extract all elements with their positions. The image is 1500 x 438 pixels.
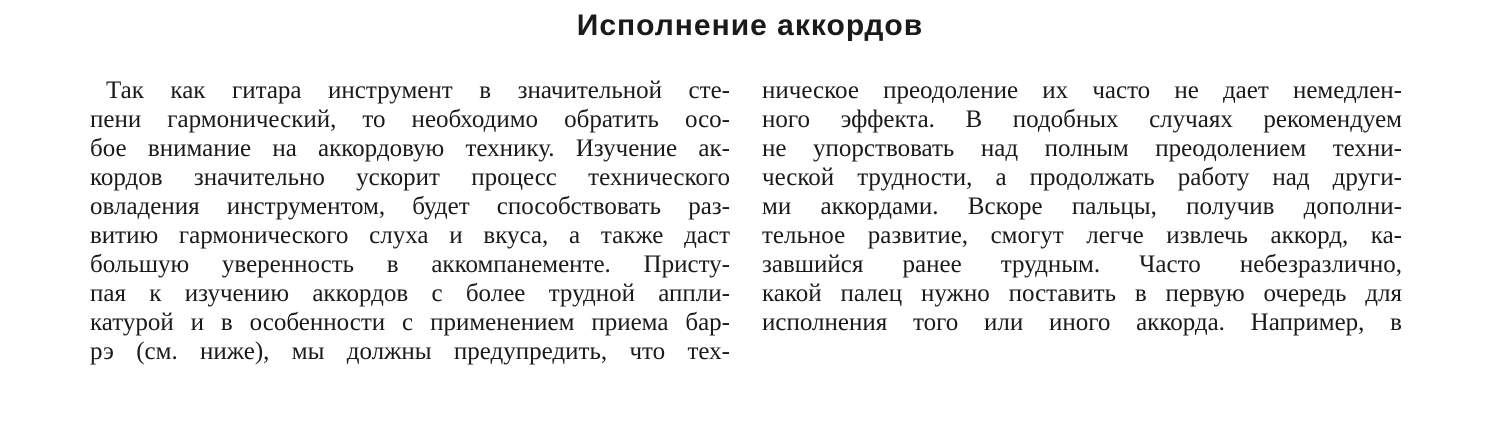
- text-line: какой палец нужно поставить в первую очередь для: [762, 280, 1402, 307]
- text-column-left: [90, 76, 730, 366]
- text-line: ническое преодоление их часто не дает немедлен-: [762, 77, 1402, 104]
- text-line: Так как гитара инструмент в значительной сте-: [106, 77, 730, 104]
- text-line: тельное развитие, смогут легче извлечь аккорд, ка-: [762, 222, 1402, 249]
- text-line: бое внимание на аккордовую технику. Изучение ак-: [90, 135, 730, 162]
- text-line: ми аккордами. Вскоре пальцы, получив дополни-: [762, 193, 1402, 220]
- text-line: ного эффекта. В подобных случаях рекомендуем: [762, 106, 1402, 133]
- text-line: витию гармонического слуха и вкуса, а также даст: [90, 222, 730, 249]
- text-line: овладения инструментом, будет способствовать раз-: [90, 193, 730, 220]
- text-line: ческой трудности, а продолжать работу над други-: [762, 164, 1402, 191]
- text-line: завшийся ранее трудным. Часто небезразлично,: [762, 251, 1402, 278]
- text-line: не упорствовать над полным преодолением техни-: [762, 135, 1402, 162]
- text-line: кордов значительно ускорит процесс технического: [90, 164, 730, 191]
- text-line: пая к изучению аккордов с более трудной аппли-: [90, 280, 730, 307]
- text-line: катурой и в особенности с применением приема бар-: [90, 309, 730, 336]
- text-line: рэ (см. ниже), мы должны предупредить, что тех-: [90, 338, 730, 365]
- section-title: Исполнение аккордов: [576, 9, 924, 42]
- text-line: большую уверенность в аккомпанементе. Присту-: [90, 251, 730, 278]
- text-line: исполнения того или иного аккорда. Например, в: [762, 309, 1402, 336]
- text-line: пени гармонический, то необходимо обратить осо-: [90, 106, 730, 133]
- text-column-right: [762, 76, 1402, 337]
